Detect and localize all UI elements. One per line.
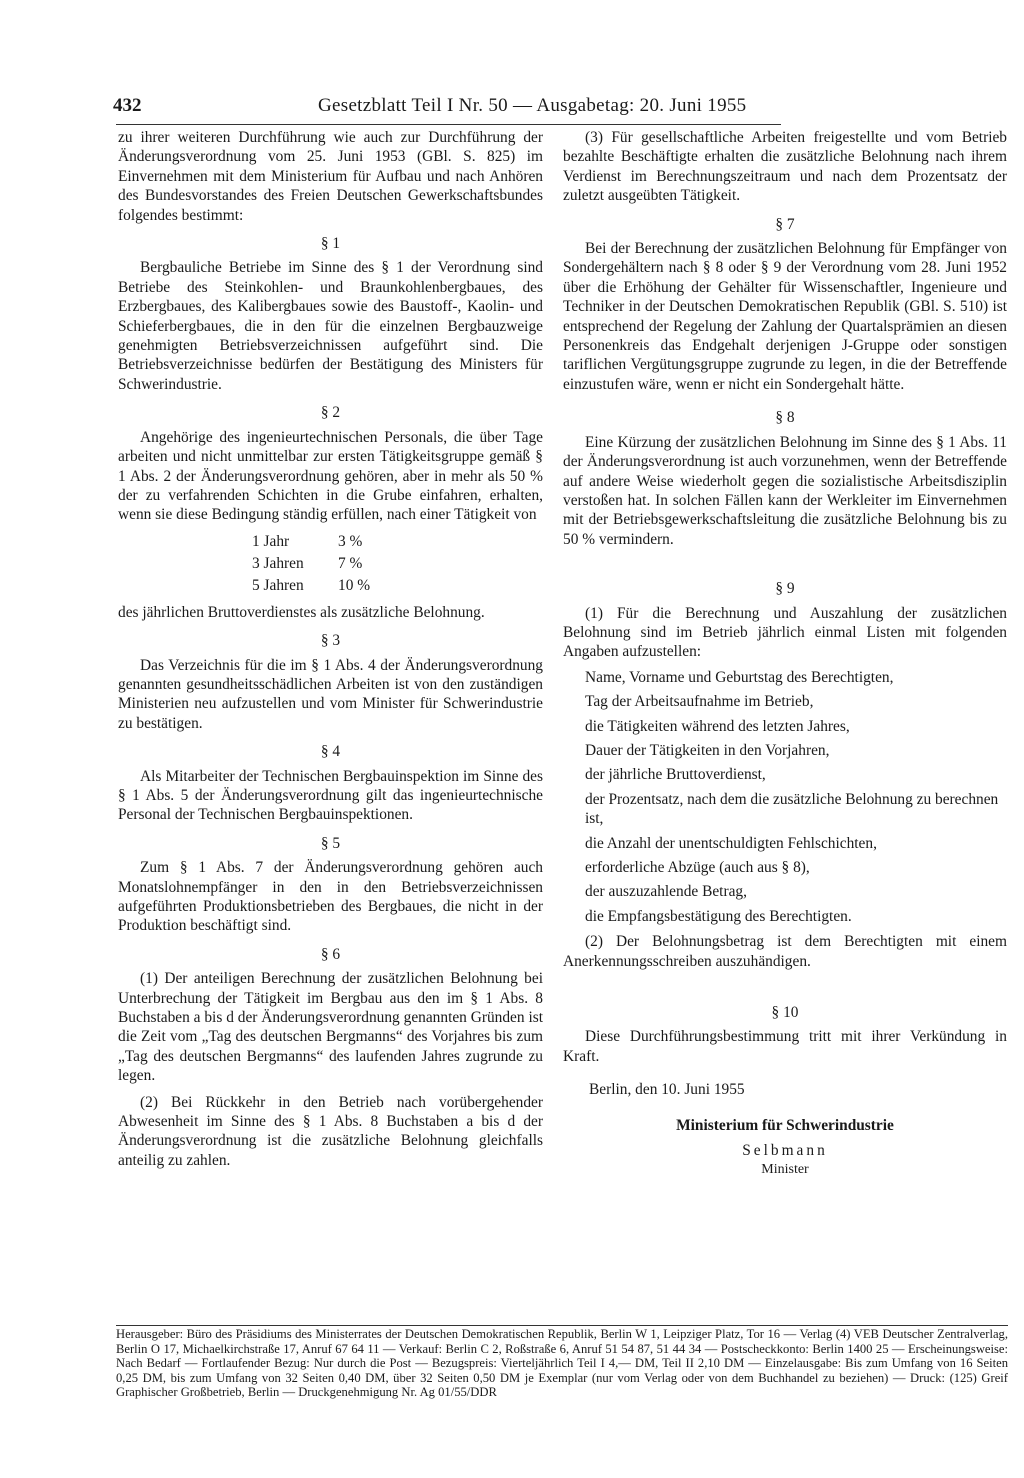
gazette-title: Gesetzblatt Teil I Nr. 50 — Ausgabetag: 20. Juni 1955 <box>318 95 747 116</box>
required-data-list <box>585 668 1007 926</box>
list-item: Tag der Arbeitsaufnahme im Betrieb, <box>585 693 814 711</box>
page-number: 432 <box>113 95 142 116</box>
section-10-heading: § 10 <box>771 1004 799 1022</box>
rate-row <box>252 553 543 575</box>
section-2-heading: § 2 <box>320 404 341 422</box>
rate-period: 3 Jahren <box>252 554 304 572</box>
section-2-text: Angehörige des ingenieurtechnischen Personals, die über Tage arbeiten und nicht unmittelbar zur ersten Tätigkeitsgruppe gemäß § 1 Abs. 2 der Änderungsverordnung gehören, aber in mehr als 50 % der zu verfahrenden Schichten in die Grube einfahren, erhalten, wenn sie diese Bedingung ständig erfüllen, nach einer Tätigkeit von <box>118 428 543 524</box>
rate-row <box>252 575 543 597</box>
left-column <box>118 128 543 1170</box>
section-10-text: Diese Durchführungsbestimmung tritt mit ihrer Verkündung in Kraft. <box>563 1028 1007 1065</box>
section-1-text: Bergbauliche Betriebe im Sinne des § 1 der Verordnung sind Betriebe des Steinkohlen- und Braunkohlenbergbaues, des Erzbergbaues, des Kalibergbaues sowie des Baustoff-, Kaolin- und Schieferbergbaues, die in den für die einzelnen Bergbauzweige genehmigten Betriebsverzeichnissen aufgeführt sind. Die Betriebsverzeichnisse bedürfen der Bestätigung des Ministers für Schwerindustrie. <box>118 259 543 393</box>
section-9-paragraph-1: (1) Für die Berechnung und Auszahlung der zusätzlichen Belohnung sind im Betrieb jährlich einmal Listen mit folgenden Angaben aufzustellen: <box>563 604 1007 661</box>
section-2-tail: des jährlichen Bruttoverdienstes als zusätzliche Belohnung. <box>118 603 485 621</box>
list-item: der Prozentsatz, nach dem die zusätzliche Belohnung zu berechnen ist, <box>585 790 999 828</box>
section-1-heading: § 1 <box>320 235 341 253</box>
rate-row <box>252 531 543 553</box>
section-3-heading: § 3 <box>320 632 341 650</box>
list-item: die Anzahl der unentschuldigten Fehlschichten, <box>585 834 877 852</box>
section-5-heading: § 5 <box>320 834 341 852</box>
rate-period: 1 Jahr <box>252 532 290 550</box>
section-6-paragraph-2: (2) Bei Rückkehr in den Betrieb nach vorübergehender Abwesenheit im Sinne des § 1 Abs. 8 Buchstaben a bis d der Änderungsverordnung ist die zusätzliche Belohnung gleichfalls anteilig zu zahlen. <box>118 1093 543 1169</box>
signer-role: Minister <box>761 1162 809 1178</box>
section-7-text: Bei der Berechnung der zusätzlichen Belohnung für Empfänger von Sondergehältern nach § 8 oder § 9 der Verordnung vom 28. Juni 1952 über die Erhöhung der Gehälter für Wissenschaftler, Ingenieure und Techniker in der Deutschen Demokratischen Republik (GBl. S. 510) ist entsprechend der Regelung der Zahlung der Quartalsprämien an diesen Personenkreis das Endgehalt derjenigen J-Gruppe oder sonstigen tariflichen Vergütungsgruppe zugrunde zu legen, in die der Betreffende einzustufen wäre, wenn er nicht ein Sondergehalt hätte. <box>563 240 1007 393</box>
list-item: die Tätigkeiten während des letzten Jahres, <box>585 717 850 735</box>
rate-period: 5 Jahren <box>252 576 304 594</box>
section-8-text: Eine Kürzung der zusätzlichen Belohnung im Sinne des § 1 Abs. 11 der Änderungsverordnung ist auch vorzunehmen, wenn der Betreffende auf andere Weise wiederholt gegen die sozialistische Arbeitsdisziplin verstoßen hat. In solchen Fällen kann der Werkleiter im Einvernehmen mit der Betriebsgewerkschaftsleitung die zusätzliche Belohnung bis zu 50 % vermindern. <box>563 433 1007 548</box>
signature-block <box>563 1116 1007 1180</box>
list-item: der auszuzahlende Betrag, <box>585 883 747 901</box>
list-item: der jährliche Bruttoverdienst, <box>585 766 766 784</box>
right-column <box>563 128 1007 1180</box>
section-5-text: Zum § 1 Abs. 7 der Änderungsverordnung gehören auch Monatslohnempfänger in den in den Betriebsverzeichnissen aufgeführten Produktionsbetrieben des Bergbaues, die nicht in der Produktion beschäftigt sind. <box>118 859 543 935</box>
section-4-text: Als Mitarbeiter der Technischen Bergbauinspektion im Sinne des § 1 Abs. 5 der Änderungsverordnung gilt das ingenieurtechnische Personal der Technischen Bergbauinspektionen. <box>118 767 543 824</box>
rate-percent: 7 % <box>338 554 363 572</box>
header-rule <box>116 124 781 125</box>
section-7-heading: § 7 <box>775 215 795 233</box>
list-item: die Empfangsbestätigung des Berechtigten. <box>585 907 852 925</box>
rate-percent: 10 % <box>338 576 371 594</box>
section-4-heading: § 4 <box>320 743 341 761</box>
list-item: Name, Vorname und Geburtstag des Berechtigten, <box>585 668 894 686</box>
section-9-heading: § 9 <box>775 580 795 598</box>
section-9-paragraph-2: (2) Der Belohnungsbetrag ist dem Berechtigten mit einem Anerkennungsschreiben auszuhändigen. <box>563 933 1007 970</box>
section-6-paragraph-3: (3) Für gesellschaftliche Arbeiten freigestellte und vom Betrieb bezahlte Beschäftigte erhalten die zusätzliche Belohnung nach ihrem Verdienst im Berechnungszeitraum und nach dem Prozentsatz der zuletzt ausgeübten Tätigkeit. <box>563 129 1007 205</box>
section-6-paragraph-1: (1) Der anteiligen Berechnung der zusätzlichen Belohnung bei Unterbrechung der Tätigkeit im Bergbau aus den im § 1 Abs. 8 Buchstaben a bis d der Änderungsverordnung genannten Gründen ist die Zeit vom „Tag des deutschen Bergmanns“ des Vorjahres bis zum „Tag des deutschen Bergmanns“ des laufenden Jahres zugrunde zu legen. <box>118 970 543 1085</box>
section-3-text: Das Verzeichnis für die im § 1 Abs. 4 der Änderungsverordnung genannten gesundheitsschädlichen Arbeiten ist von den zuständigen Ministerien neu aufzustellen und vom Minister für Schwerindustrie zu bestätigen. <box>118 656 543 732</box>
rate-table <box>252 531 543 597</box>
signing-ministry: Ministerium für Schwerindustrie <box>676 1116 894 1134</box>
intro-paragraph: zu ihrer weiteren Durchführung wie auch zur Durchführung der Änderungsverordnung vom 25. Juni 1953 (GBl. S. 825) im Einvernehmen mit dem Ministerium für Aufbau und nach Anhören des Bundesvorstandes des Freien Deutschen Gewerkschaftsbundes folgendes bestimmt: <box>118 129 543 224</box>
section-6-heading: § 6 <box>320 945 341 963</box>
signer-name: Selbmann <box>742 1142 828 1160</box>
list-item: erforderliche Abzüge (auch aus § 8), <box>585 859 810 876</box>
publisher-imprint: Herausgeber: Büro des Präsidiums des Ministerrates der Deutschen Demokratischen Republik, Berlin W 1, Leipziger Platz, Tor 16 — Verlag (4) VEB Deutscher Zentralverlag, Berlin O 17, Michaelkirchstraße 17, Anruf 67 64 11 — Verkauf: Berlin C 2, Roßstraße 6, Anruf 51 54 87, 51 44 34 — Postscheckkonto: Berlin 1400 25 — Erscheinungsweise: Nach Bedarf — Fortlaufender Bezug: Nur durch die Post — Bezugspreis: Vierteljährlich Teil I 4,— DM, Teil II 2,10 DM — Einzelausgabe: Bis zum Umfang von 16 Seiten 0,25 DM, bis zum Umfang von 32 Seiten 0,40 DM, über 32 Seiten 0,50 DM je Exemplar (nur vom Verlag oder von dem Buchhandel zu beziehen) — Druck: (125) Greif Graphischer Großbetrieb, Berlin — Druckgenehmigung Nr. Ag 01/55/DDR <box>116 1327 1008 1400</box>
list-item: Dauer der Tätigkeiten in den Vorjahren, <box>585 741 830 759</box>
section-8-heading: § 8 <box>775 409 795 427</box>
place-and-date: Berlin, den 10. Juni 1955 <box>589 1081 745 1099</box>
rate-percent: 3 % <box>338 532 363 550</box>
page-header <box>113 95 793 117</box>
imprint-rule <box>116 1325 1008 1326</box>
